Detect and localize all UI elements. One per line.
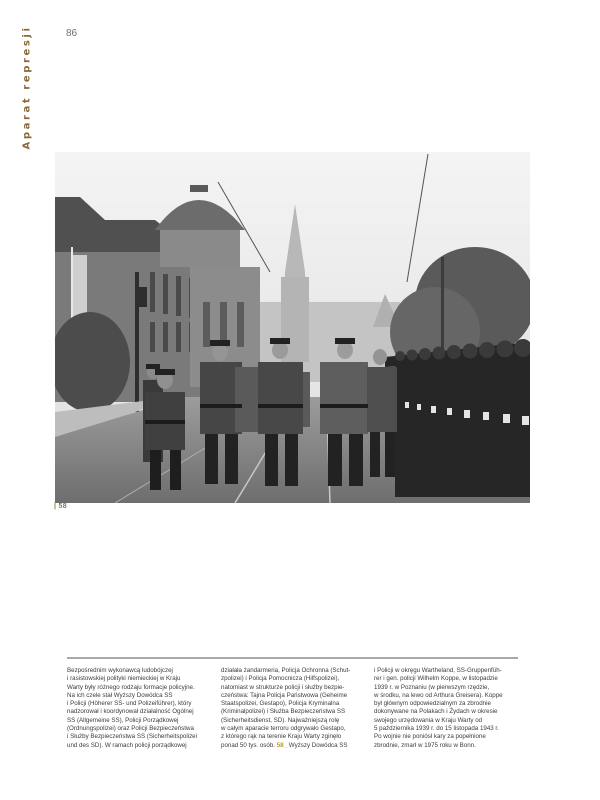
- text-fragment: ponad 50 tys. osób.: [221, 741, 277, 749]
- text-line: natomiast w strukturze policji i służby bezpie-: [221, 683, 345, 691]
- dome-drum: [160, 227, 240, 267]
- text-line: Warty były różnego rodzaju formacje policyjne.: [67, 683, 195, 691]
- text-line: w całym aparacie terroru odgrywało Gestapo,: [221, 725, 346, 733]
- lamp-post: [135, 272, 139, 412]
- photo-number-label: | 58: [54, 503, 67, 510]
- running-head: [14, 25, 40, 150]
- text-line: Po wojnie nie poniósł kary za popełnione: [374, 733, 486, 741]
- text-line: nadzorował i koordynował działalność Ogólnej: [67, 708, 194, 716]
- separator-rule: [67, 657, 518, 659]
- text-line: w środku, na lewo od Arthura Greisera). Koppe: [374, 691, 503, 699]
- page-number: 86: [66, 28, 78, 39]
- text-column-2: [221, 667, 366, 750]
- text-fragment: Wyższy Dowódca SS: [287, 741, 348, 749]
- text-line: zpolizei) i Policja Pomocnicza (Hilfspolizei),: [221, 675, 340, 683]
- text-column-1: [67, 667, 212, 750]
- text-line: działała żandarmeria, Policja Ochronna (Schut-: [221, 667, 351, 674]
- text-line: był głównym odpowiedzialnym za zbrodnie: [374, 700, 491, 708]
- text-line: und des SD). W ramach policji porządkowej: [67, 741, 187, 749]
- text-line: SS (Allgemeine SS), Policji Porządkowej: [67, 716, 179, 724]
- text-line: Staatspolizei, Gestapo), Policja Kryminalna: [221, 700, 340, 708]
- photograph-icon: [55, 152, 530, 503]
- photograph: [55, 152, 530, 503]
- text-line: (Kriminalpolizei) i Służba Bezpieczeństwa SS: [221, 708, 346, 716]
- text-line: i Służby Bezpieczeństwa SS (Sicherheitspolizei: [67, 733, 197, 741]
- text-line: 5 października 1939 r. do 15 listopada 1943 r.: [374, 725, 499, 733]
- text-line: Na ich czele stał Wyższy Dowódca SS: [67, 691, 173, 699]
- text-line: i Policji (Höherer SS- und Polizeiführer), który: [67, 700, 192, 708]
- text-line: zbrodnie, zmarł w 1975 roku w Bonn.: [374, 741, 476, 749]
- text-line: i Policji w okręgu Wartheland, SS-Gruppenfüh-: [374, 667, 502, 674]
- text-line: (Sicherheitsdienst, SD). Najważniejszą rolę: [221, 716, 340, 724]
- text-line: dokonywane na Polakach i Żydach w okresie: [374, 708, 498, 716]
- photo-reference-link[interactable]: 58_: [276, 741, 288, 749]
- text-line: z którego rąk na terenie Kraju Warty zginęło: [221, 733, 342, 741]
- text-line: swojego urzędowania w Kraju Warty od: [374, 716, 483, 724]
- text-line-with-reference: [221, 742, 366, 750]
- text-column-3: [374, 667, 519, 750]
- text-line: Bezpośrednim wykonawcą ludobójczej: [67, 667, 173, 674]
- running-head-text: Aparat represji: [21, 25, 33, 150]
- text-line: i rasistowskiej polityki niemieckiej w Kraju: [67, 675, 181, 683]
- text-line: rer i gen. policji Wilhelm Koppe, w listopadzie: [374, 675, 498, 683]
- text-line: (Ordnungspolizei) oraz Policji Bezpieczeństwa: [67, 725, 194, 733]
- text-line: czeństwa: Tajna Policja Państwowa (Geheime: [221, 691, 348, 699]
- text-line: 1939 r. w Poznaniu (w pierwszym rzędzie,: [374, 683, 490, 691]
